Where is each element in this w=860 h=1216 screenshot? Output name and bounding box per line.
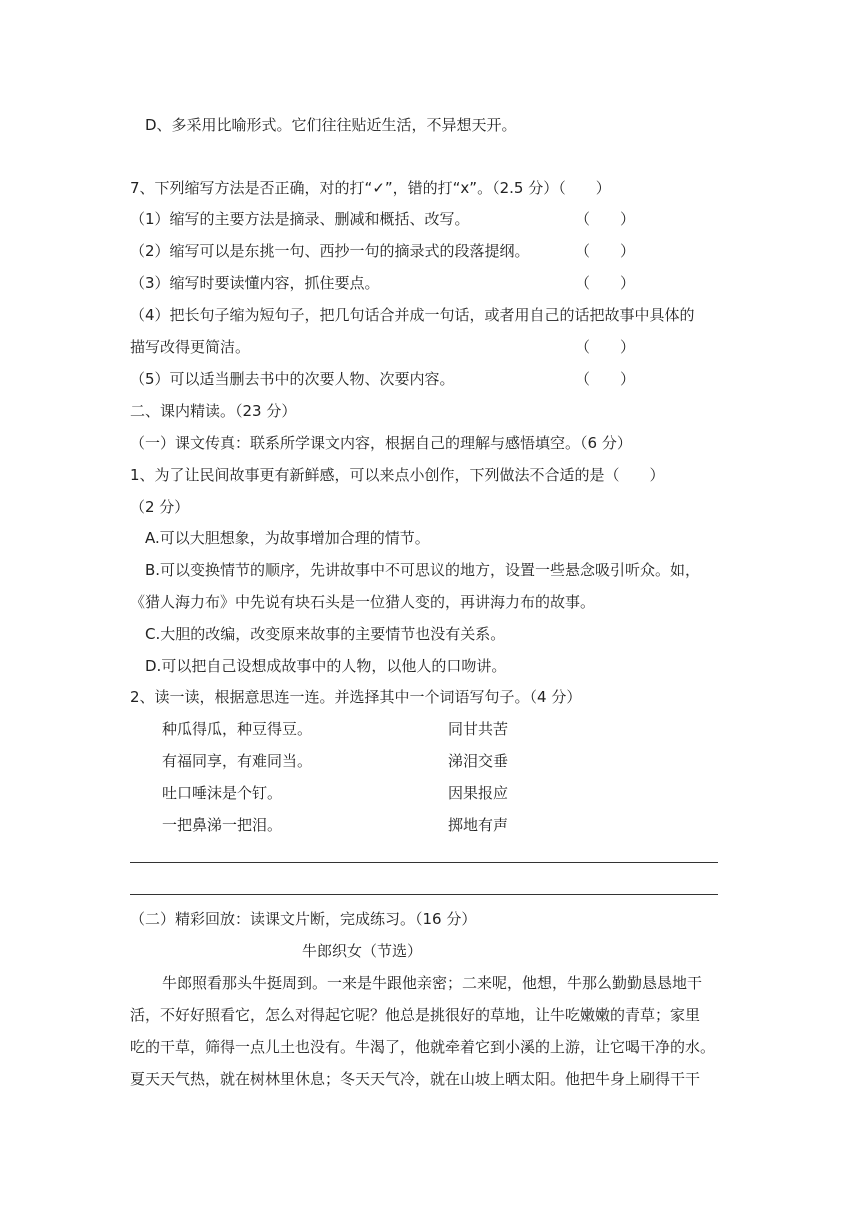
option-d-line: D、多采用比喻形式。它们往往贴近生活，不异想天开。 [145, 116, 517, 134]
q1-option-b-cont: 《猎人海力布》中先说有块石头是一位猎人变的，再讲海力布的故事。 [130, 593, 596, 611]
answer-line-1[interactable] [130, 862, 718, 863]
q7-item-5-blank: （ ） [575, 370, 636, 388]
passage-title: 牛郎织女（节选） [302, 942, 423, 960]
q2-right-3: 因果报应 [448, 784, 509, 802]
passage-line-4: 夏天天气热，就在树林里休息；冬天天气冷，就在山坡上晒太阳。他把牛身上刷得干干 [130, 1070, 701, 1088]
q2-stem: 2、读一读，根据意思连一连。并选择其中一个词语写句子。（4 分） [130, 688, 582, 706]
q7-item-3: （3）缩写时要读懂内容，抓住要点。 [130, 274, 380, 292]
q7-item-1-blank: （ ） [575, 210, 636, 228]
q1-score: （2 分） [130, 498, 190, 516]
q2-left-3: 吐口唾沫是个钉。 [162, 784, 283, 802]
q7-stem: 7、下列缩写方法是否正确，对的打“✓”，错的打“x”。（2.5 分）（ ） [130, 179, 611, 197]
q1-option-a: A.可以大胆想象，为故事增加合理的情节。 [145, 529, 430, 547]
q7-item-2: （2）缩写可以是东挑一句、西抄一句的摘录式的段落提纲。 [130, 242, 530, 260]
q7-item-4-blank: （ ） [575, 338, 636, 356]
part-two-heading: （二）精彩回放：读课文片断，完成练习。（16 分） [130, 910, 477, 928]
section-two-heading: 二、课内精读。（23 分） [130, 402, 297, 420]
q2-right-1: 同甘共苦 [448, 720, 509, 738]
passage-line-2: 活，不好好照看它，怎么对得起它呢？他总是挑很好的草地，让牛吃嫩嫩的青草；家里 [130, 1006, 701, 1024]
q2-right-2: 涕泪交垂 [448, 752, 509, 770]
q2-left-2: 有福同享，有难同当。 [162, 752, 313, 770]
q7-item-5: （5）可以适当删去书中的次要人物、次要内容。 [130, 370, 455, 388]
q1-option-b: B.可以变换情节的顺序，先讲故事中不可思议的地方，设置一些悬念吸引听众。如， [145, 561, 701, 579]
q1-option-d: D.可以把自己设想成故事中的人物，以他人的口吻讲。 [145, 657, 507, 675]
q1-stem: 1、为了让民间故事更有新鲜感，可以来点小创作，下列做法不合适的是（ ） [130, 466, 665, 484]
answer-line-2[interactable] [130, 894, 718, 895]
q7-item-2-blank: （ ） [575, 242, 636, 260]
q7-item-4-cont: 描写改得更简洁。 [130, 338, 251, 356]
q7-item-3-blank: （ ） [575, 274, 636, 292]
part-one-heading: （一）课文传真：联系所学课文内容，根据自己的理解与感悟填空。（6 分） [130, 434, 632, 452]
passage-line-3: 吃的干草，筛得一点儿土也没有。牛渴了，他就牵着它到小溪的上游，让它喝干净的水。 [130, 1038, 716, 1056]
q2-left-1: 种瓜得瓜，种豆得豆。 [162, 720, 313, 738]
q2-right-4: 掷地有声 [448, 816, 509, 834]
passage-line-1: 牛郎照看那头牛挺周到。一来是牛跟他亲密；二来呢，他想，牛那么勤勤恳恳地干 [162, 974, 703, 992]
q1-option-c: C.大胆的改编，改变原来故事的主要情节也没有关系。 [145, 625, 506, 643]
q2-left-4: 一把鼻涕一把泪。 [162, 816, 283, 834]
q7-item-1: （1）缩写的主要方法是摘录、删减和概括、改写。 [130, 210, 470, 228]
q7-item-4: （4）把长句子缩为短句子，把几句话合并成一句话，或者用自己的话把故事中具体的 [130, 306, 695, 324]
